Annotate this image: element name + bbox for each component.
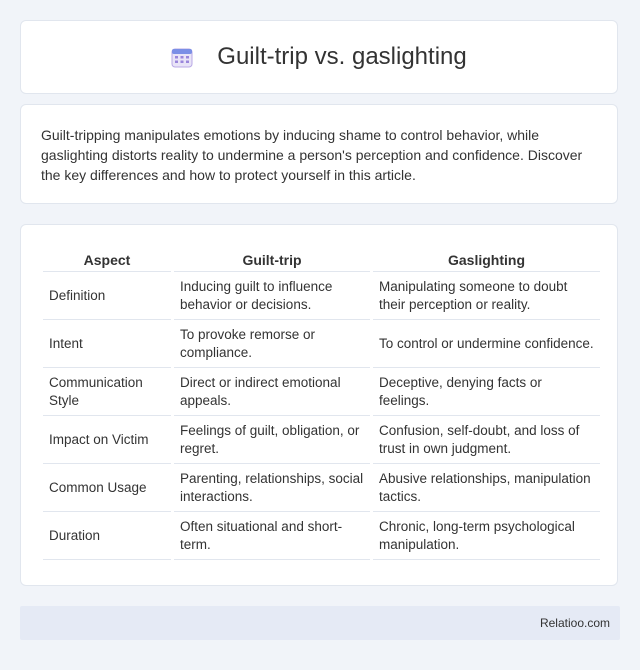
title-card <box>20 20 618 94</box>
aspect-cell: Duration <box>43 512 171 560</box>
column-header-aspect: Aspect <box>43 245 171 272</box>
table-row <box>43 416 600 464</box>
gaslighting-cell: Confusion, self-doubt, and loss of trust in own judgment. <box>373 416 600 464</box>
page-title: Guilt-trip vs. gaslighting <box>217 43 467 70</box>
footer-brand[interactable]: Relatioo.com <box>539 616 610 630</box>
table-row <box>43 464 600 512</box>
guilt-trip-cell: Parenting, relationships, social interactions. <box>174 464 370 512</box>
calendar-icon <box>171 46 193 68</box>
gaslighting-cell: Abusive relationships, manipulation tactics. <box>373 464 600 512</box>
aspect-cell: Definition <box>43 272 171 320</box>
guilt-trip-cell: Feelings of guilt, obligation, or regret. <box>174 416 370 464</box>
aspect-cell: Communication Style <box>43 368 171 416</box>
column-header-guilt-trip: Guilt-trip <box>174 245 370 272</box>
table-row <box>43 512 600 560</box>
gaslighting-cell: To control or undermine confidence. <box>373 320 600 368</box>
comparison-card <box>20 224 618 586</box>
table-row <box>43 368 600 416</box>
table-header-row <box>43 245 600 272</box>
gaslighting-cell: Chronic, long-term psychological manipulation. <box>373 512 600 560</box>
table-row <box>43 272 600 320</box>
footer-bar <box>20 606 620 640</box>
aspect-cell: Intent <box>43 320 171 368</box>
column-header-gaslighting: Gaslighting <box>373 245 600 272</box>
aspect-cell: Impact on Victim <box>43 416 171 464</box>
guilt-trip-cell: Inducing guilt to influence behavior or decisions. <box>174 272 370 320</box>
guilt-trip-cell: To provoke remorse or compliance. <box>174 320 370 368</box>
intro-card <box>20 104 618 204</box>
gaslighting-cell: Manipulating someone to doubt their perception or reality. <box>373 272 600 320</box>
gaslighting-cell: Deceptive, denying facts or feelings. <box>373 368 600 416</box>
intro-text: Guilt-tripping manipulates emotions by inducing shame to control behavior, while gaslighting distorts reality to undermine a person's perception and confidence. Discover the key differences and how to protect yourself in this article. <box>41 127 583 183</box>
comparison-table <box>40 245 603 560</box>
aspect-cell: Common Usage <box>43 464 171 512</box>
table-row <box>43 320 600 368</box>
guilt-trip-cell: Often situational and short-term. <box>174 512 370 560</box>
guilt-trip-cell: Direct or indirect emotional appeals. <box>174 368 370 416</box>
